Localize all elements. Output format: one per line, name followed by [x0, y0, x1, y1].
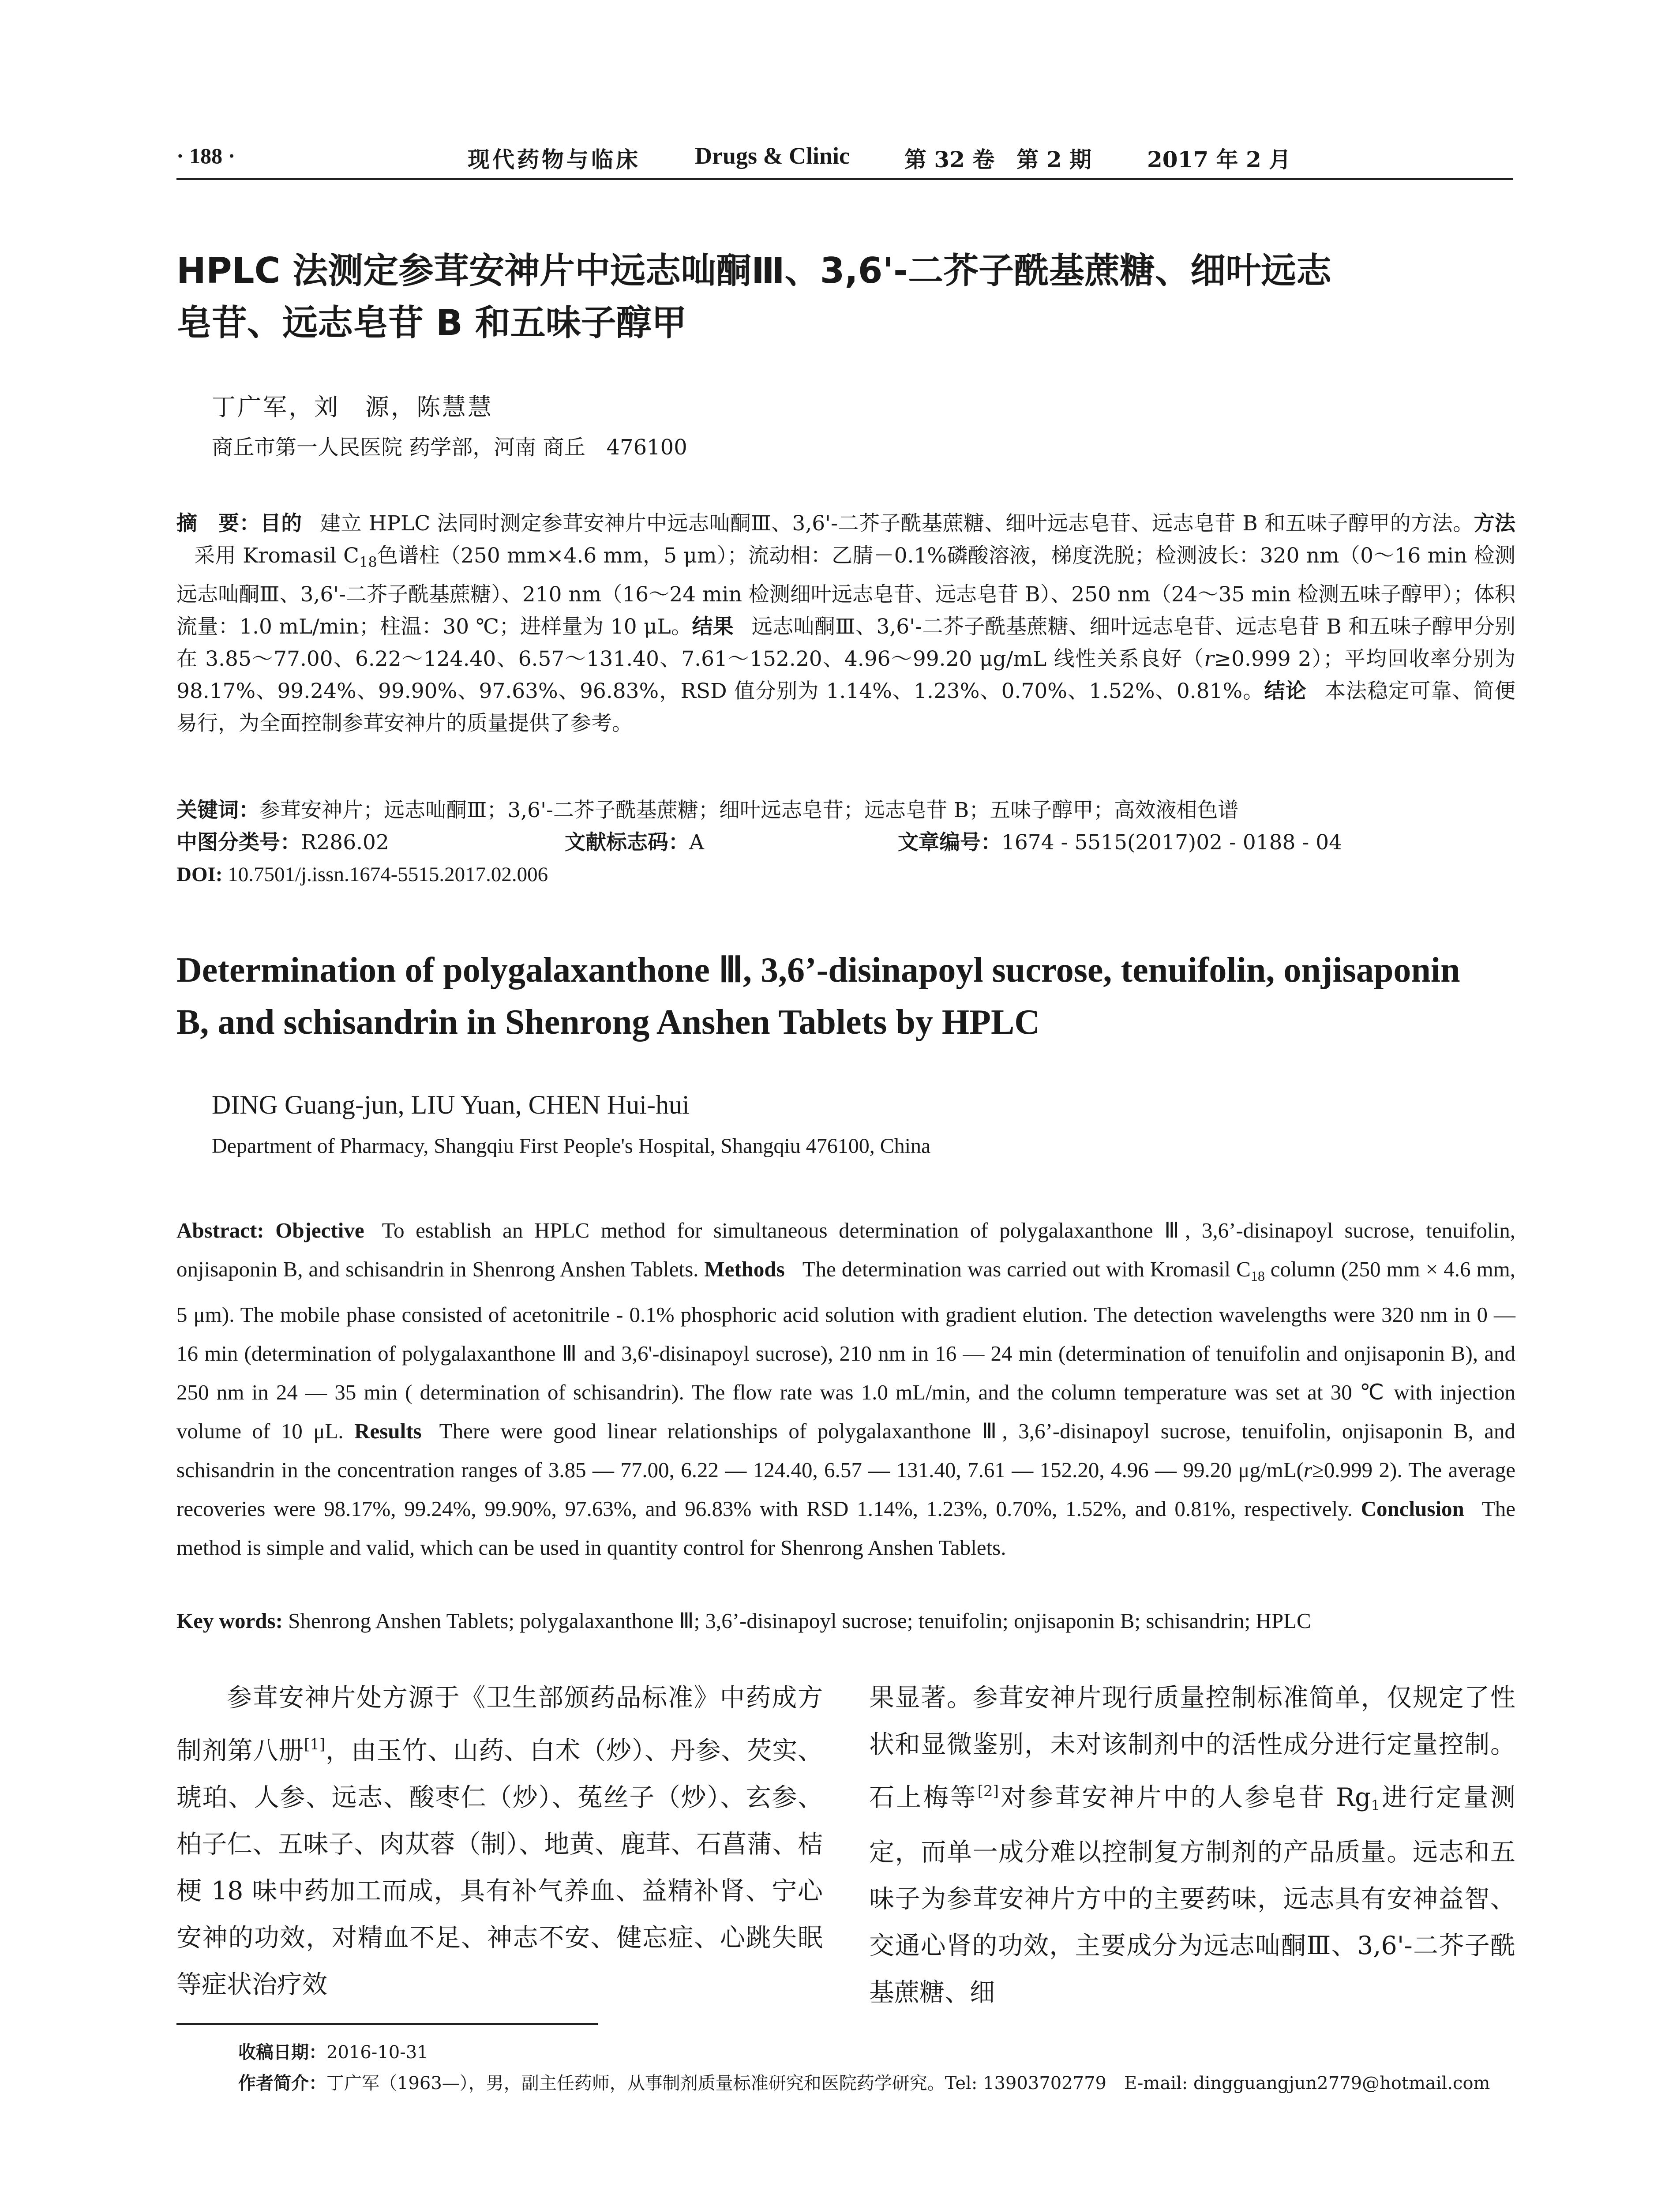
abstract-en [176, 1211, 1515, 1567]
doi-link[interactable]: 10.7501/j.issn.1674-5515.2017.02.006 [228, 863, 548, 886]
journal-date: 2017 年 2 月 [1147, 146, 1291, 173]
doc-code-value: A [689, 830, 704, 855]
methods-cn-text-a: 采用 Kromasil C [194, 544, 359, 568]
methods-en-text-b: column (250 mm × 4.6 mm, 5 μm). The mobile phase consisted of acetonitrile - 0.1% phosphoric acid solution with gradient elution. The detection wavelengths were 320 nm in 0 — 16 min (determination of polygalaxanthone Ⅲ and 3,6'-disinapoyl sucrose), 210 nm in 16 — 24 min (determination of tenuifolin and onjisaponin B), and 250 nm in 24 — 35 min ( determination of schisandrin). The flow rate was 1.0 mL/min, and the column temperature was set at 30 ℃ with injection volume of 10 μL. [176, 1257, 1515, 1443]
objective-en-text: To establish an HPLC method for simultaneous determination of polygalaxanthone Ⅲ, 3,6’-disinapoyl sucrose, tenuifolin, onjisaponin B, and schisandrin in Shenrong Anshen Tablets. [176, 1218, 1515, 1281]
author-intro-value: 丁广军（1963—），男，副主任药师，从事制剂质量标准研究和医院药学研究。Tel: 13903702779 E-mail: dingguangjun2779@hotmail.com [326, 2073, 1490, 2093]
results-cn-r: r [1204, 647, 1214, 671]
clc-value: R286.02 [301, 830, 389, 855]
keywords-cn [176, 794, 1515, 826]
abstract-cn [176, 507, 1515, 739]
journal-name-cn: 现代药物与临床 [468, 146, 641, 173]
article-title-en [176, 944, 1526, 1048]
title-cn-line-1: HPLC 法测定参茸安神片中远志𠮿酮Ⅲ、3,6'-二芥子酰基蔗糖、细叶远志 [176, 250, 1332, 291]
results-en-label: Results [354, 1419, 422, 1443]
received-date [238, 2038, 428, 2063]
results-en-text-a: There were good linear relationships of polygalaxanthone Ⅲ, 3,6’-disinapoyl sucrose, tenuifolin, onjisaponin B, and schisandrin in the concentration ranges of 3.85 — 77.00, 6.22 — 124.40, 6.57 — 131.40, 7.61 — 152.20, 4.96 — 99.20 μg/mL( [176, 1419, 1516, 1482]
keywords-cn-text: 参茸安神片；远志𠮿酮Ⅲ；3,6'-二芥子酰基蔗糖；细叶远志皂苷；远志皂苷 B；五味子醇甲；高效液相色谱 [259, 798, 1239, 822]
methods-en-label: Methods [704, 1257, 785, 1281]
article-title-cn [176, 245, 1526, 349]
authors-en: DING Guang-jun, LIU Yuan, CHEN Hui-hui [212, 1090, 690, 1119]
body-right-text-c: 进行定量测定，而单一成分难以控制复方制剂的产品质量。远志和五味子为参茸安神片方中的主要药味，远志具有安神益智、交通心肾的功效，主要成分为远志𠮿酮Ⅲ、3,6'-二芥子酰基蔗糖、细 [869, 1783, 1516, 2007]
doi-label: DOI: [176, 863, 223, 886]
abstract-cn-label: 摘 要： [176, 511, 260, 536]
methods-cn-label: 方法 [1474, 511, 1516, 536]
body-right-text-b: 对参茸安神片中的人参皂苷 Rg [998, 1783, 1371, 1812]
clc-cell [176, 826, 565, 859]
keywords-en-text: Shenrong Anshen Tablets; polygalaxanthone Ⅲ; 3,6’-disinapoyl sucrose; tenuifolin; onjisaponin B; schisandrin; HPLC [288, 1609, 1311, 1633]
title-en-line-2: B, and schisandrin in Shenrong Anshen Tablets by HPLC [176, 1003, 1040, 1042]
results-cn-text-b: ≥0.999 2）；平均回收率分别为 98.17%、99.24%、99.90%、97.63%、96.83%，RSD 值分别为 1.14%、1.23%、0.70%、1.52%、0.81%。 [176, 647, 1515, 703]
author-intro [238, 2069, 1490, 2094]
body-column-right [869, 1674, 1515, 2016]
article-number-value: 1674 - 5515(2017)02 - 0188 - 04 [1001, 830, 1342, 855]
body-left-text-a: 参茸安神片处方源于《卫生部颁药品标准》中药成方制剂第八册 [176, 1683, 823, 1765]
author-intro-label: 作者简介： [238, 2073, 326, 2093]
citation-2[interactable]: [2] [977, 1782, 999, 1800]
results-en-text-b: ≥0.999 2). The average recoveries were 98.17%, 99.24%, 99.90%, 97.63%, and 96.83% with RSD 1.14%, 1.23%, 0.70%, 1.52%, and 0.81%, respectively. [176, 1458, 1515, 1521]
objective-cn-label: 目的 [260, 511, 302, 536]
doi-row [176, 859, 548, 891]
conclusion-en-text: The method is simple and valid, which can be used in quantity control for Shenrong Anshen Tablets. [176, 1497, 1515, 1560]
results-cn-text-a: 远志𠮿酮Ⅲ、3,6'-二芥子酰基蔗糖、细叶远志皂苷、远志皂苷 B 和五味子醇甲分别在 3.85～77.00、6.22～124.40、6.57～131.40、7.61～152.20、4.96～99.20 μg/mL 线性关系良好（ [176, 615, 1516, 671]
title-cn-line-2: 皂苷、远志皂苷 B 和五味子醇甲 [176, 302, 687, 343]
footnote-divider [176, 2023, 598, 2025]
body-right-text-a: 果显著。参茸安神片现行质量控制标准简单，仅规定了性状和显微鉴别，未对该制剂中的活性成分进行定量控制。石上梅等 [869, 1683, 1515, 1812]
received-value: 2016-10-31 [326, 2042, 428, 2063]
affiliation-cn: 商丘市第一人民医院 药学部，河南 商丘 476100 [212, 435, 687, 460]
objective-en-label: Objective [275, 1218, 364, 1242]
received-label: 收稿日期： [238, 2042, 326, 2063]
conclusion-cn-label: 结论 [1264, 679, 1307, 703]
page-number: · 188 · [176, 143, 236, 168]
conclusion-en-label: Conclusion [1361, 1497, 1464, 1521]
article-number-cell [898, 826, 1342, 859]
doc-code-cell [565, 826, 898, 859]
running-header [176, 140, 1513, 180]
keywords-en [176, 1602, 1526, 1640]
results-cn-label: 结果 [692, 615, 734, 639]
keywords-cn-label: 关键词： [176, 798, 259, 822]
clc-label: 中图分类号： [176, 830, 301, 855]
results-en-r: r [1303, 1458, 1312, 1482]
classification-row [176, 826, 1515, 859]
body-left-text-b: ，由玉竹、山药、白术（炒）、丹参、芡实、琥珀、人参、远志、酸枣仁（炒）、菟丝子（炒）、玄参、柏子仁、五味子、肉苁蓉（制）、地黄、鹿茸、石菖蒲、桔梗 18 味中药加工而成，具有补气养血、益精补肾、宁心安神的功效，对精血不足、神志不安、健忘症、心跳失眠等症状治疗效 [176, 1736, 823, 1999]
article-number-label: 文章编号： [898, 830, 1001, 855]
journal-issue: 第 32 卷 第 2 期 [904, 146, 1091, 173]
keywords-en-label: Key words: [176, 1609, 283, 1633]
methods-en-subscript: 18 [1250, 1268, 1265, 1284]
body-column-left [176, 1674, 823, 2008]
conclusion-cn-text: 本法稳定可靠、简便易行，为全面控制参茸安神片的质量提供了参考。 [176, 679, 1516, 735]
authors-cn: 丁广军，刘 源，陈慧慧 [212, 393, 493, 421]
abstract-en-label: Abstract: [176, 1218, 264, 1242]
affiliation-en: Department of Pharmacy, Shangqiu First People's Hospital, Shangqiu 476100, China [212, 1134, 931, 1158]
methods-en-text-a: The determination was carried out with Kromasil C [802, 1257, 1251, 1281]
methods-cn-text-b: 色谱柱（250 mm×4.6 mm，5 μm）；流动相：乙腈－0.1%磷酸溶液，梯度洗脱；检测波长：320 nm（0～16 min 检测远志𠮿酮Ⅲ、3,6'-二芥子酰基蔗糖）、210 nm（16～24 min 检测细叶远志皂苷、远志皂苷 B）、250 nm（24～35 min 检测五味子醇甲）；体积流量：1.0 mL/min；柱温：30 ℃；进样量为 10 μL。 [176, 544, 1515, 639]
journal-name-en: Drugs & Clinic [695, 143, 850, 169]
title-en-line-1: Determination of polygalaxanthone Ⅲ, 3,6’-disinapoyl sucrose, tenuifolin, onjisaponin [176, 951, 1460, 990]
methods-cn-subscript: 18 [359, 554, 377, 570]
objective-cn-text: 建立 HPLC 法同时测定参茸安神片中远志𠮿酮Ⅲ、3,6'-二芥子酰基蔗糖、细叶远志皂苷、远志皂苷 B 和五味子醇甲的方法。 [319, 511, 1474, 536]
doc-code-label: 文献标志码： [565, 830, 689, 855]
body-right-subscript: 1 [1371, 1797, 1380, 1814]
citation-1[interactable]: [1] [304, 1736, 326, 1753]
